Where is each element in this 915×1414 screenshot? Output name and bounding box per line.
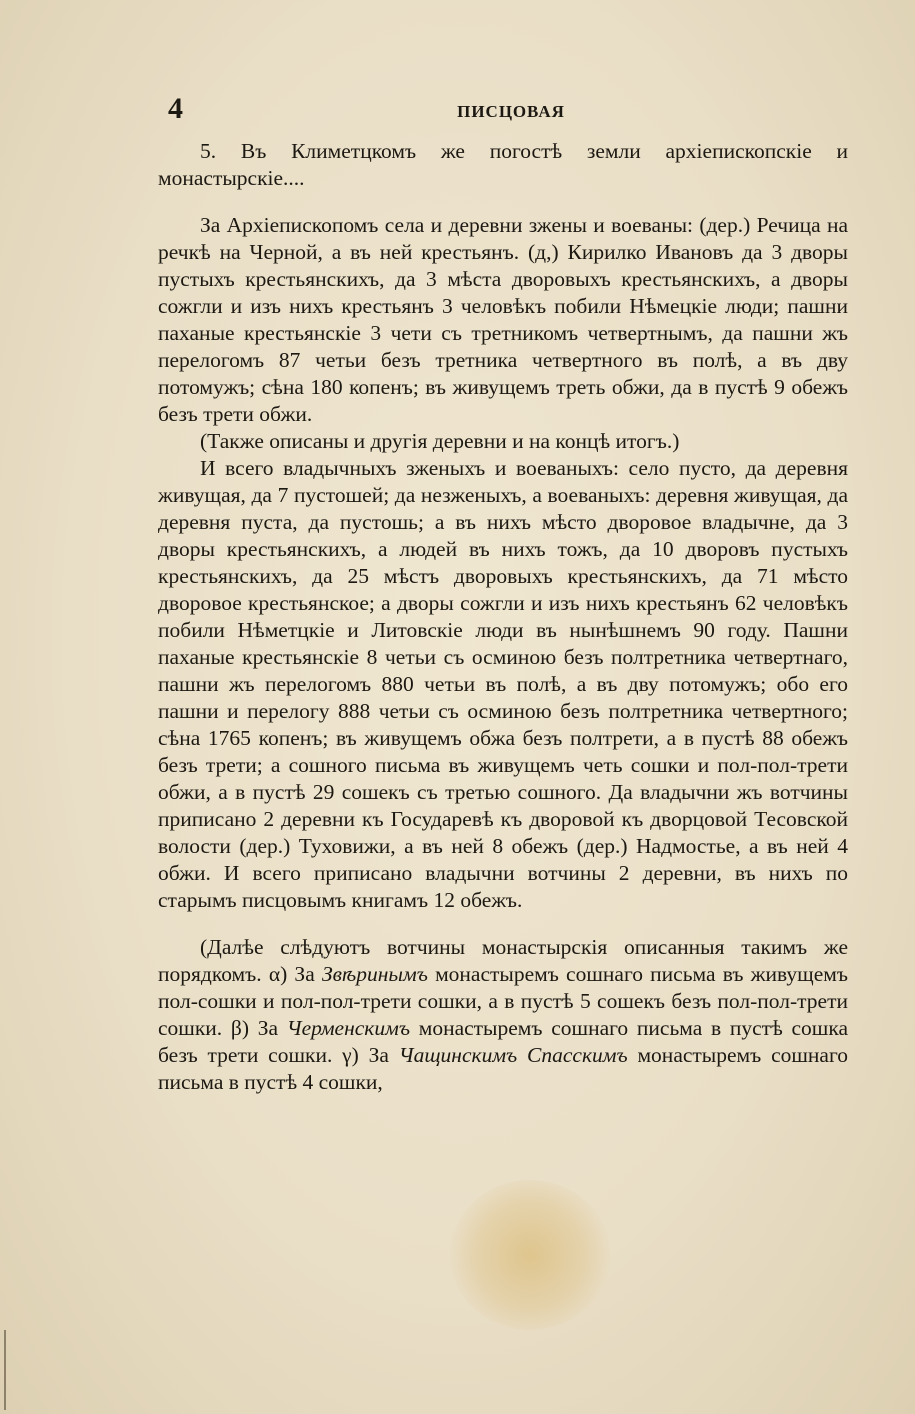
- running-title: ПИСЦОВАЯ: [457, 102, 565, 121]
- p5-monastery-2: Черменскимъ: [286, 1016, 410, 1040]
- paragraph-4: И всего владычныхъ зженыхъ и воеваныхъ: село пусто, да деревня живущая, да 7 пустошей; да незженыхъ, а воеваныхъ: деревня живущая, да деревня пуста, да пустошь; а въ нихъ мѣсто дворовое владычне, да 3 дворы крестьянскихъ, а людей въ нихъ тожъ, да 10 дворовъ пустыхъ крестьянскихъ, да 25 мѣстъ дворовыхъ крестьянскихъ, да 71 мѣсто дворовое крестьянское; а дворы сожгли и изъ нихъ крестьянъ 62 человѣкъ побили Нѣметцкіе и Литовскіе люди въ нынѣшнемъ 90 году. Пашни паханые крестьянскіе 8 четьи съ осминою безъ полтретника четвертнаго, пашни жъ перелогомъ 880 четьи въ полѣ, а въ дву потомужъ; обо его пашни и перелогу 888 четьи съ осминою безъ полтретника четвертного; сѣна 1765 копенъ; въ живущемъ обжа безъ полтрети, а в пустѣ 88 обежъ безъ трети; а сошного письма въ живущемъ четь сошки и пол-пол-трети обжи, а в пустѣ 29 сошекъ съ третью сошного. Да владычни жъ вотчины приписано 2 деревни къ Государевѣ къ дворовой къ дворцовой Тесовской волости (дер.) Туховижи, а въ ней 8 обежъ (дер.) Надмостье, а въ ней 4 обжи. И всего приписано владычни вотчины 2 деревни, въ нихъ по старымъ писцовымъ книгамъ 12 обежъ.: [158, 456, 848, 912]
- p5-monastery-1: Звѣринымъ: [321, 962, 428, 986]
- paragraph-5: [158, 934, 848, 1096]
- paper-stain: [450, 1180, 610, 1330]
- paragraph-1: 5. Въ Климетцкомъ же погостѣ земли архіепископскіе и монастырскіе....: [158, 139, 848, 190]
- p5-end: монастыремъ сошнаго письма в пустѣ 4 сошки,: [158, 1043, 848, 1094]
- body-text: [158, 138, 848, 1096]
- page-number: 4: [168, 92, 183, 125]
- p5-start: (Далѣе слѣдуютъ вотчины монастырскія описанныя такимъ же порядкомъ. α) За: [158, 935, 848, 986]
- p5-mid-1: монастыремъ сошнаго письма въ живущемъ пол-сошки и пол-пол-трети сошки, а в пустѣ 5 сошекъ безъ пол-пол-трети сошки. β) За: [158, 962, 848, 1040]
- p5-monastery-3: Чащинскимъ Спасскимъ: [398, 1043, 628, 1067]
- p5-mid-2: монастыремъ сошнаго письма в пустѣ сошка безъ трети сошки. γ) За: [158, 1016, 848, 1067]
- paragraph-3-note: (Также описаны и другія деревни и на концѣ итогъ.): [200, 429, 680, 453]
- paragraph-2: За Архіепископомъ села и деревни зжены и воеваны: (дер.) Речица на речкѣ на Черной, а въ ней крестьянъ. (д,) Кирилко Ивановъ да 3 дворы пустыхъ крестьянскихъ, да 3 мѣста дворовыхъ крестьянскихъ, а дворы сожгли и изъ нихъ крестьянъ 3 человѣкъ побили Нѣмецкіе люди; пашни паханые крестьянскіе 3 чети съ третникомъ четвертнымъ, да пашни жъ перелогомъ 87 четьи безъ третника четвертного въ полѣ, а въ дву потомужъ; сѣна 180 копенъ; въ живущемъ треть обжи, да в пустѣ 9 обежъ безъ трети обжи.: [158, 213, 848, 426]
- page-edge-mark: [4, 1330, 6, 1410]
